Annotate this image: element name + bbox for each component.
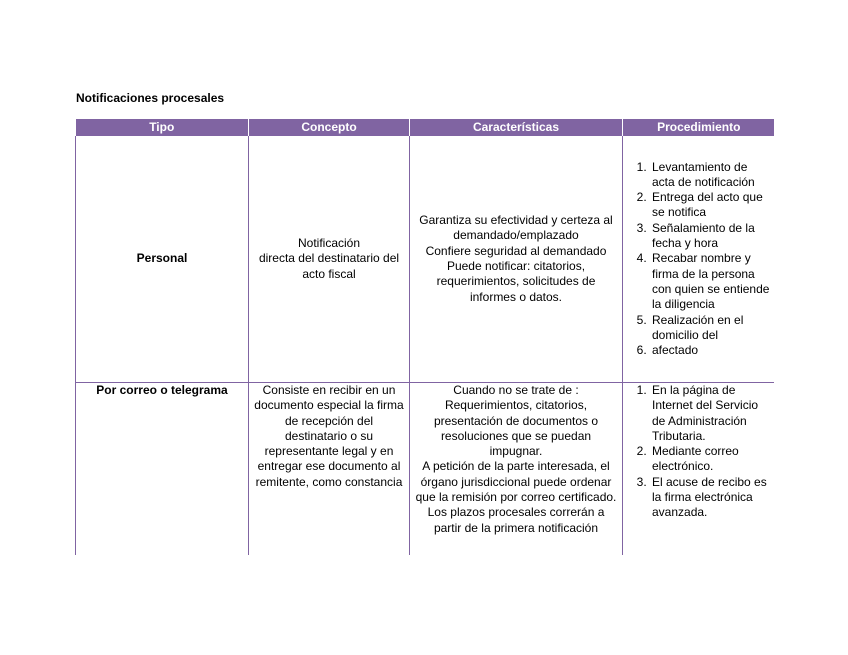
procedimiento-step: 3. Señalamiento de la fecha y hora <box>650 221 770 252</box>
concepto-text: Consiste en recibir en un documento especial la firma de recepción del destinatario o su representante legal y en entregar ese documento al remitente, como constancia <box>254 383 404 489</box>
table-container <box>75 119 774 555</box>
procedimiento-list <box>630 383 770 521</box>
caracteristicas-text: Cuando no se trate de : Requerimientos, citatorios, presentación de documentos o resoluciones que se puedan impugnar. A petición de la parte interesada, el órgano jurisdiccional puede ordenar que la remisión por correo certificado. Los plazos procesales correrán a partir de la primera notificación <box>415 383 617 535</box>
procedimiento-step: 3. El acuse de recibo es la firma electrónica avanzada. <box>650 475 770 521</box>
tipo-cell: Por correo o telegrama <box>76 383 249 556</box>
caracteristicas-cell <box>410 136 623 383</box>
procedimiento-step: 1. En la página de Internet del Servicio de Administración Tributaria. <box>650 383 770 444</box>
procedimiento-step: 2. Entrega del acto que se notifica <box>650 190 770 221</box>
header-caracteristicas: Características <box>410 119 623 136</box>
concepto-cell <box>249 383 410 556</box>
concepto-text: Notificación directa del destinatario del acto fiscal <box>258 236 400 281</box>
header-procedimiento: Procedimiento <box>623 119 775 136</box>
concepto-cell <box>249 136 410 383</box>
tipo-cell: Personal <box>76 136 249 383</box>
header-concepto: Concepto <box>249 119 410 136</box>
page-title: Notificaciones procesales <box>76 91 225 105</box>
procedimiento-step: 1. Levantamiento de acta de notificación <box>650 160 770 191</box>
procedimiento-list <box>630 160 770 359</box>
procedimiento-step: 4. Recabar nombre y firma de la persona con quien se entiende la diligencia <box>650 251 770 312</box>
table-row <box>76 383 775 556</box>
procedimiento-step: 2. Mediante correo electrónico. <box>650 444 770 475</box>
header-tipo: Tipo <box>76 119 249 136</box>
caracteristicas-text: Garantiza su efectividad y certeza al demandado/emplazado Confiere seguridad al demandado Puede notificar: citatorios, requerimientos, solicitudes de informes o datos. <box>419 213 613 304</box>
procedimiento-step: 5. Realización en el domicilio del <box>650 313 770 344</box>
procedimiento-cell <box>623 136 775 383</box>
caracteristicas-cell <box>410 383 623 556</box>
table-header-row <box>76 119 775 136</box>
table-row <box>76 136 775 383</box>
notificaciones-table <box>75 119 774 555</box>
procedimiento-cell <box>623 383 775 556</box>
procedimiento-step: 6. afectado <box>650 343 770 358</box>
